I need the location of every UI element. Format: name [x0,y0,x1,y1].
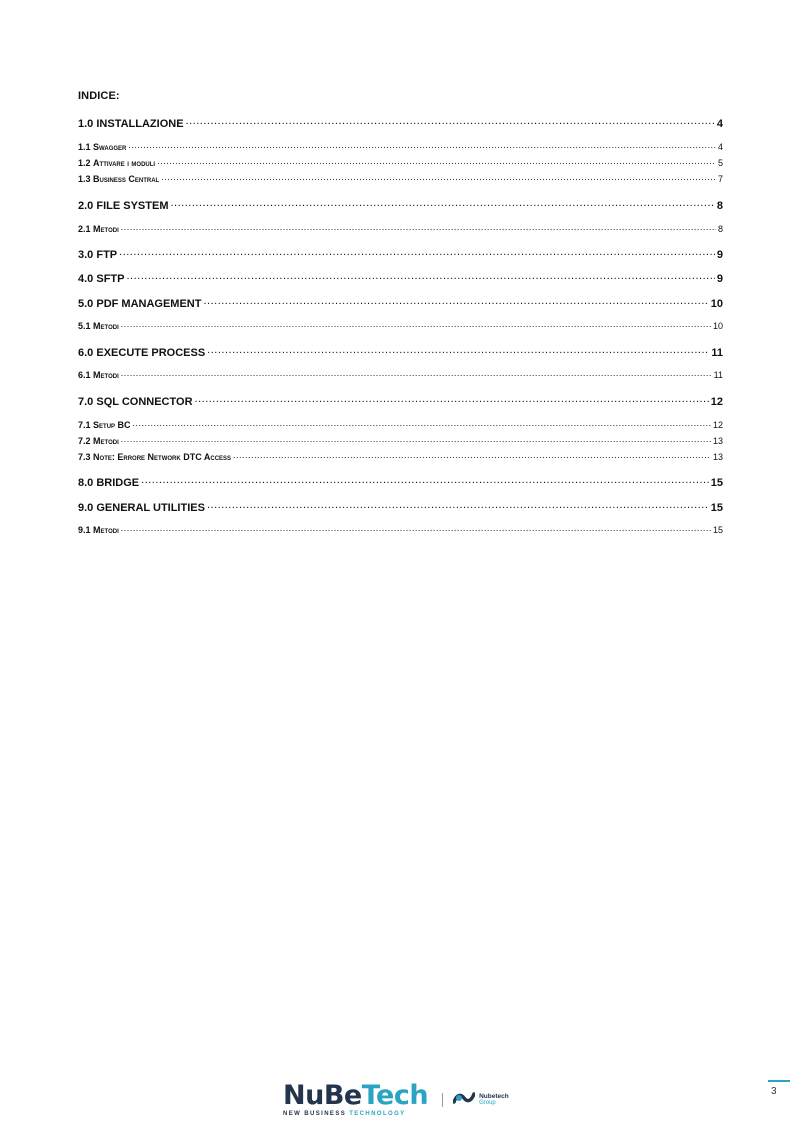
toc-entry-page: 15 [710,477,723,489]
group-subtitle: Group [479,1100,496,1106]
nubetech-logo [283,1080,429,1117]
toc-entry-page: 10 [712,321,723,331]
toc-entry[interactable] [78,345,723,359]
toc-entry-number: 9.0 [78,502,94,514]
toc-entry-number: 5.1 [78,321,91,331]
toc-entry-title: INSTALLAZIONE [96,118,184,130]
toc-entry-title: Swagger [93,142,127,152]
toc-entry[interactable] [78,369,723,380]
toc-entry-title: Note: Errore Network DTC Access [93,452,232,462]
footer-divider [442,1093,443,1107]
toc-dot-leader [207,345,709,356]
toc-entry-title: BRIDGE [96,477,140,489]
toc-entry[interactable] [78,419,723,430]
toc-entry-title: PDF MANAGEMENT [96,298,202,310]
toc-dot-leader [121,369,712,378]
toc-dot-leader [170,198,714,209]
toc-entry-number: 6.1 [78,370,91,380]
toc-entry[interactable] [78,271,723,285]
toc-entry-page: 4 [716,118,723,130]
brand-name-part1: NuBe [283,1080,362,1111]
toc-entry[interactable] [78,141,723,152]
toc-entry-page: 12 [712,420,723,430]
toc-dot-leader [203,296,708,307]
toc-entry-page: 7 [717,174,723,184]
toc-entry-title: SFTP [96,273,125,285]
toc-entry-number: 9.1 [78,525,91,535]
toc-entry-number: 1.3 [78,174,91,184]
toc-entry-title: GENERAL UTILITIES [96,502,205,514]
toc-entry[interactable] [78,116,723,130]
toc-entry-title: FTP [96,249,118,261]
toc-entry-page: 9 [716,249,723,261]
toc-dot-leader [141,475,709,486]
toc-dot-leader [128,141,716,150]
toc-entry-page: 10 [710,298,723,310]
toc-entry[interactable] [78,320,723,331]
toc-entry-title: SQL CONNECTOR [96,396,193,408]
toc-dot-leader [121,524,711,533]
toc-entry-number: 2.1 [78,224,91,234]
nubetech-group-icon [453,1091,475,1109]
toc-dot-leader [133,419,711,428]
toc-entry-number: 1.2 [78,158,91,168]
toc-entry-page: 13 [712,436,723,446]
toc-entry[interactable] [78,500,723,514]
toc-entry[interactable] [78,198,723,212]
brand-name [283,1080,429,1111]
toc-entry-number: 5.0 [78,298,94,310]
toc-entry-number: 1.0 [78,118,94,130]
toc-entry-number: 6.0 [78,347,94,359]
toc-entry-title: Metodi [93,224,119,234]
brand-name-part2: Tech [361,1080,429,1111]
toc-entry[interactable] [78,223,723,234]
toc-dot-leader [119,247,715,258]
toc-entry-number: 4.0 [78,273,94,285]
toc-entry-number: 7.3 [78,452,91,462]
toc-dot-leader [121,223,716,232]
toc-entry-number: 2.0 [78,200,94,212]
toc-entry-page: 11 [711,347,723,359]
tagline-part1: NEW BUSINESS [283,1111,350,1117]
toc-entry[interactable] [78,173,723,184]
toc-dot-leader [207,500,709,511]
toc-dot-leader [126,271,714,282]
toc-dot-leader [186,116,715,127]
brand-tagline [283,1111,406,1117]
toc-dot-leader [121,320,711,329]
index-heading: INDICE: [78,90,120,102]
toc-entry[interactable] [78,451,723,462]
toc-entry[interactable] [78,435,723,446]
toc-dot-leader [121,435,711,444]
toc-entry-page: 5 [717,158,723,168]
toc-entry-title: Setup BC [93,420,131,430]
toc-entry-title: Metodi [93,525,119,535]
toc-entry-title: EXECUTE PROCESS [96,347,206,359]
toc-entry-page: 11 [713,370,723,380]
toc-entry-title: Metodi [93,436,119,446]
group-name: Nubetech [479,1093,509,1100]
nubetech-group-logo [453,1091,509,1109]
toc-dot-leader [157,157,716,166]
toc-entry-number: 7.2 [78,436,91,446]
toc-entry-title: Metodi [93,370,119,380]
toc-entry[interactable] [78,296,723,310]
toc-entry[interactable] [78,524,723,535]
toc-entry[interactable] [78,247,723,261]
tagline-part2: TECHNOLOGY [349,1111,406,1117]
toc-entry-page: 13 [712,452,723,462]
toc-entry-number: 7.1 [78,420,91,430]
toc-entry[interactable] [78,157,723,168]
toc-entry-number: 8.0 [78,477,94,489]
toc-entry-title: Attivare i moduli [93,158,156,168]
toc-entry-page: 9 [716,273,723,285]
toc-entry-title: Metodi [93,321,119,331]
toc-entry-page: 4 [717,142,723,152]
toc-dot-leader [233,451,711,460]
toc-entry[interactable] [78,394,723,408]
toc-entry-page: 8 [717,224,723,234]
toc-entry-title: FILE SYSTEM [96,200,169,212]
toc-dot-leader [195,394,709,405]
toc-entry-number: 1.1 [78,142,91,152]
toc-entry-number: 3.0 [78,249,94,261]
toc-entry-page: 8 [716,200,723,212]
toc-entry-number: 7.0 [78,396,94,408]
footer-logo [283,1082,523,1118]
page-number: 3 [771,1086,777,1097]
toc-entry[interactable] [78,475,723,489]
page-number-rule [768,1080,790,1082]
toc-entry-page: 12 [710,396,723,408]
toc-entry-page: 15 [710,502,723,514]
toc-dot-leader [161,173,716,182]
toc-entry-page: 15 [712,525,723,535]
toc-entry-title: Business Central [93,174,160,184]
